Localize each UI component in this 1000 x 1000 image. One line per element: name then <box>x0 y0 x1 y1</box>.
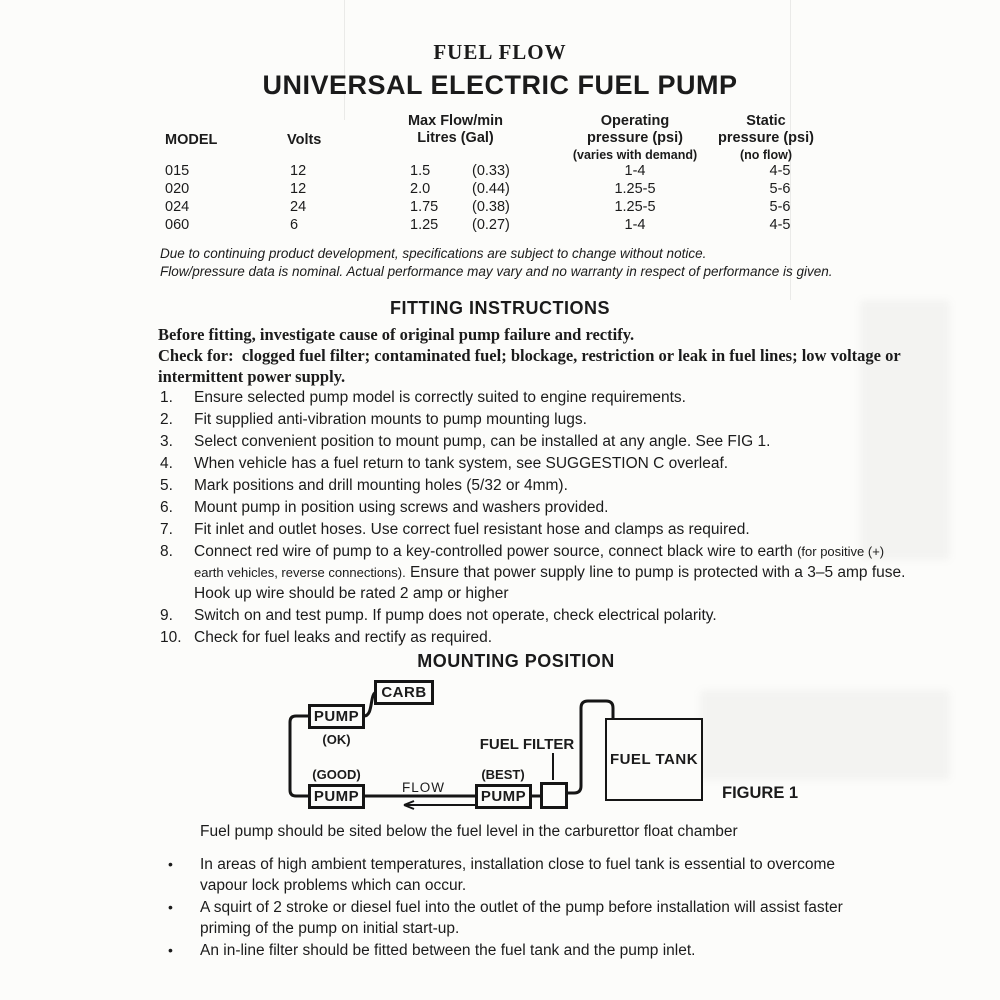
table-row <box>165 181 847 200</box>
col-header-operating-line1: Operating <box>600 113 670 129</box>
cell-gal: (0.27) <box>472 217 510 233</box>
label-best: (BEST) <box>481 767 525 782</box>
step-text: Select convenient position to mount pump, can be installed at any angle. See FIG 1. <box>194 433 771 450</box>
document-title: FUEL FLOW <box>433 40 567 64</box>
step-number: 5. <box>160 477 173 494</box>
step-number: 2. <box>160 411 173 428</box>
step-text: Check for fuel leaks and rectify as required. <box>194 629 493 646</box>
cell-litres: 1.5 <box>410 163 431 179</box>
cell-operating-pressure: 1-4 <box>624 163 646 179</box>
bullet-marker: • <box>168 942 173 958</box>
step-text: Mount pump in position using screws and washers provided. <box>194 499 609 516</box>
cell-static-pressure: 5-6 <box>769 181 791 197</box>
fitting-steps-list <box>160 387 908 649</box>
step-text: When vehicle has a fuel return to tank system, see SUGGESTION C overleaf. <box>194 455 729 472</box>
cell-static-pressure: 4-5 <box>769 163 791 179</box>
step-text-small: (for positive (+) earth vehicles, reverse connections). <box>194 544 885 580</box>
step-number: 8. <box>160 543 173 560</box>
cell-volts: 6 <box>290 217 299 233</box>
step-text: Ensure selected pump model is correctly suited to engine requirements. <box>194 389 686 406</box>
col-header-model: MODEL <box>165 132 218 148</box>
col-header-volts: Volts <box>287 132 322 148</box>
cell-static-pressure: 4-5 <box>769 217 791 233</box>
step-text: Switch on and test pump. If pump does not operate, check electrical polarity. <box>194 607 717 624</box>
step-text-part: Ensure that power supply line to pump is protected with a 3–5 amp fuse. Hook up wire should be rated 2 amp or higher <box>194 564 906 602</box>
disclaimer-line: Flow/pressure data is nominal. Actual performance may vary and no warranty in respect of performance is given. <box>160 264 833 279</box>
step-number: 4. <box>160 455 173 472</box>
table-row <box>165 163 847 182</box>
step-number: 10. <box>160 629 182 646</box>
col-header-operating-sub: (varies with demand) <box>572 148 698 162</box>
carb-box: CARB <box>374 680 434 705</box>
cell-volts: 12 <box>290 181 307 197</box>
cell-litres: 2.0 <box>410 181 431 197</box>
cell-volts: 24 <box>290 199 307 215</box>
cell-static-pressure: 5-6 <box>769 199 791 215</box>
disclaimer-notes <box>160 245 920 281</box>
cell-litres: 1.75 <box>410 199 439 215</box>
step-text: Fit inlet and outlet hoses. Use correct fuel resistant hose and clamps as required. <box>194 521 750 538</box>
table-row <box>165 199 847 218</box>
list-item <box>160 497 908 518</box>
label-ok: (OK) <box>322 732 351 747</box>
list-item <box>168 940 880 961</box>
cell-operating-pressure: 1.25-5 <box>614 199 656 215</box>
bullet-text: In areas of high ambient temperatures, installation close to fuel tank is essential to overcome vapour lock problems which can occur. <box>200 856 835 894</box>
cell-gal: (0.33) <box>472 163 510 179</box>
fitting-intro-line1: Before fitting, investigate cause of original pump failure and rectify. <box>158 325 635 344</box>
cell-litres: 1.25 <box>410 217 439 233</box>
list-item <box>160 541 908 604</box>
step-number: 9. <box>160 607 173 624</box>
cell-model: 060 <box>165 217 190 233</box>
cell-operating-pressure: 1.25-5 <box>614 181 656 197</box>
bullet-text: A squirt of 2 stroke or diesel fuel into the outlet of the pump before installation will assist faster priming of the pump on initial start-up. <box>200 899 843 937</box>
mounting-position-diagram <box>270 674 830 826</box>
list-item <box>160 519 908 540</box>
col-header-flow <box>398 113 513 147</box>
step-text-part: Connect red wire of pump to a key-controlled power source, connect black wire to earth <box>194 543 798 560</box>
table-row <box>165 217 847 236</box>
label-flow: FLOW <box>402 780 445 795</box>
cell-gal: (0.44) <box>472 181 510 197</box>
list-item <box>168 897 880 939</box>
list-item <box>160 627 908 648</box>
fuel-tank-box: FUEL TANK <box>605 718 703 801</box>
col-header-flow-line1: Max Flow/min <box>407 113 504 129</box>
list-item <box>160 605 908 626</box>
col-header-static-line1: Static <box>746 113 786 129</box>
list-item <box>160 431 908 452</box>
disclaimer-line: Due to continuing product development, specifications are subject to change without notice. <box>160 246 707 261</box>
step-text <box>194 541 908 604</box>
step-text: Fit supplied anti-vibration mounts to pump mounting lugs. <box>194 411 587 428</box>
col-header-static-sub: (no flow) <box>739 148 793 162</box>
col-header-static-line2: pressure (psi) <box>718 130 814 146</box>
step-number: 7. <box>160 521 173 538</box>
section-heading-mounting-position: MOUNTING POSITION <box>417 651 615 671</box>
figure-caption: Fuel pump should be sited below the fuel level in the carburettor float chamber <box>200 823 738 840</box>
bullet-marker: • <box>168 899 173 915</box>
label-good: (GOOD) <box>312 767 361 782</box>
list-item <box>160 387 908 408</box>
cell-operating-pressure: 1-4 <box>624 217 646 233</box>
pump-box-good: PUMP <box>308 784 365 809</box>
cell-model: 015 <box>165 163 190 179</box>
list-item <box>160 475 908 496</box>
product-title: UNIVERSAL ELECTRIC FUEL PUMP <box>262 70 738 100</box>
notes-bullet-list <box>168 854 880 962</box>
list-item <box>168 854 880 896</box>
col-header-operating-line2: pressure (psi) <box>587 130 683 146</box>
col-header-flow-line2: Litres (Gal) <box>417 130 494 146</box>
label-fuel-filter: FUEL FILTER <box>479 736 575 753</box>
pump-box-ok: PUMP <box>308 704 365 729</box>
cell-model: 024 <box>165 199 190 215</box>
step-text: Mark positions and drill mounting holes (5/32 or 4mm). <box>194 477 568 494</box>
bullet-text: An in-line filter should be fitted between the fuel tank and the pump inlet. <box>200 942 696 959</box>
fuel-filter-box <box>540 782 568 809</box>
bullet-marker: • <box>168 856 173 872</box>
cell-model: 020 <box>165 181 190 197</box>
list-item <box>160 453 908 474</box>
step-number: 3. <box>160 433 173 450</box>
section-heading-fitting-instructions: FITTING INSTRUCTIONS <box>390 298 610 318</box>
figure-label: FIGURE 1 <box>722 784 799 802</box>
step-number: 1. <box>160 389 173 406</box>
cell-volts: 12 <box>290 163 307 179</box>
cell-gal: (0.38) <box>472 199 510 215</box>
fitting-intro-line2: Check for: clogged fuel filter; contaminated fuel; blockage, restriction or leak in fuel lines; low voltage or intermittent power supply. <box>158 346 905 386</box>
col-header-operating <box>555 113 715 164</box>
list-item <box>160 409 908 430</box>
step-number: 6. <box>160 499 173 516</box>
pump-box-best: PUMP <box>475 784 532 809</box>
col-header-static <box>696 113 836 164</box>
